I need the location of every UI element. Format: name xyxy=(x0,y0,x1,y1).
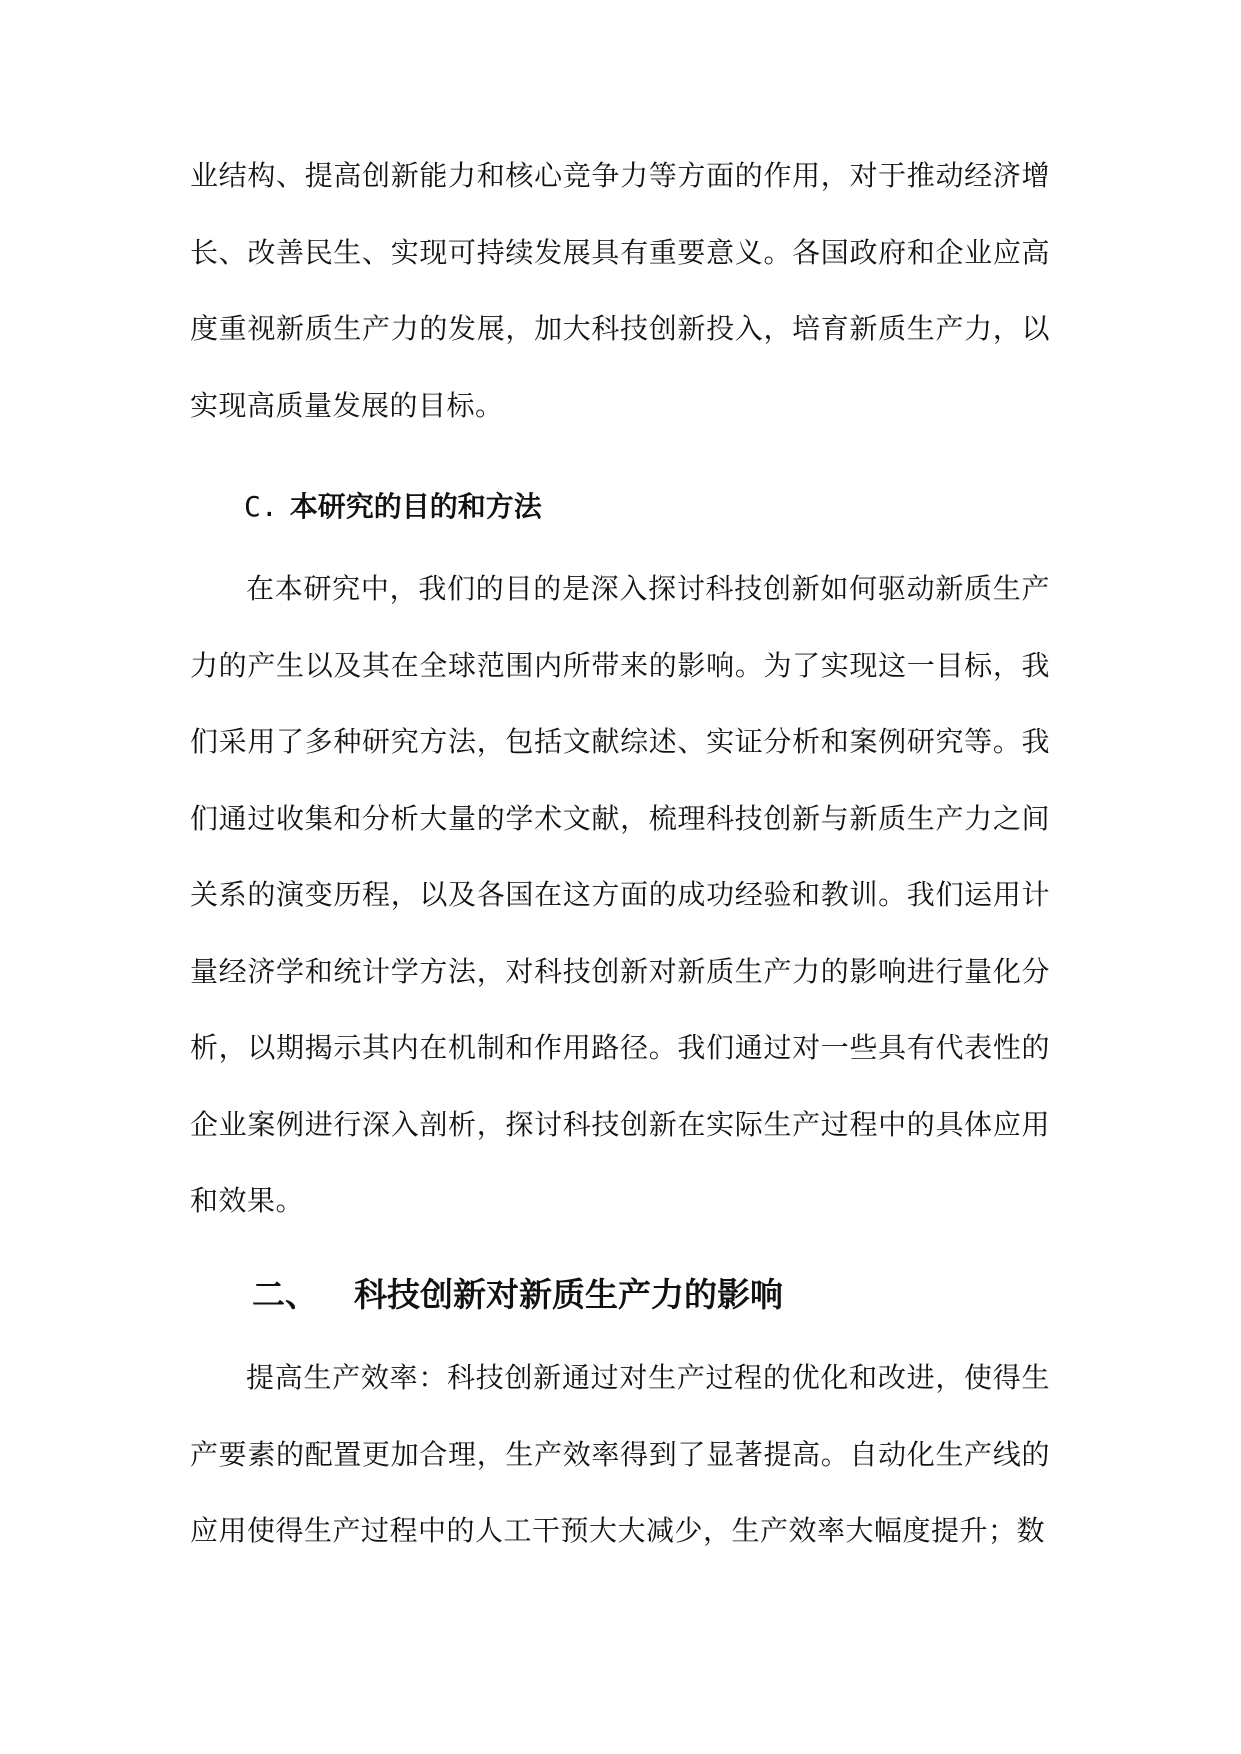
body-paragraph-research-method: 在本研究中，我们的目的是深入探讨科技创新如何驱动新质生产力的产生以及其在全球范围内所带来的影响。为了实现这一目标，我们采用了多种研究方法，包括文献综述、实证分析和案例研究等。我们通过收集和分析大量的学术文献，梳理科技创新与新质生产力之间关系的演变历程，以及各国在这方面的成功经验和教训。我们运用计量经济学和统计学方法，对科技创新对新质生产力的影响进行量化分析，以期揭示其内在机制和作用路径。我们通过对一些具有代表性的企业案例进行深入剖析，探讨科技创新在实际生产过程中的具体应用和效果。 xyxy=(190,572,1050,1217)
body-paragraph-continuation: 业结构、提高创新能力和核心竞争力等方面的作用，对于推动经济增长、改善民生、实现可持续发展具有重要意义。各国政府和企业应高度重视新质生产力的发展，加大科技创新投入，培育新质生产力，以实现高质量发展的目标。 xyxy=(190,159,1050,422)
section-heading-c xyxy=(244,475,542,539)
section-number: C. xyxy=(244,490,278,523)
chapter-title: 科技创新对新质生产力的影响 xyxy=(354,1275,783,1314)
chapter-heading-2 xyxy=(252,1263,783,1327)
chapter-number: 二、 xyxy=(252,1275,318,1314)
body-paragraph-efficiency: 提高生产效率：科技创新通过对生产过程的优化和改进，使得生产要素的配置更加合理，生产效率得到了显著提高。自动化生产线的应用使得生产过程中的人工干预大大减少，生产效率大幅度提升；数 xyxy=(190,1361,1050,1547)
section-title: 本研究的目的和方法 xyxy=(289,490,542,523)
